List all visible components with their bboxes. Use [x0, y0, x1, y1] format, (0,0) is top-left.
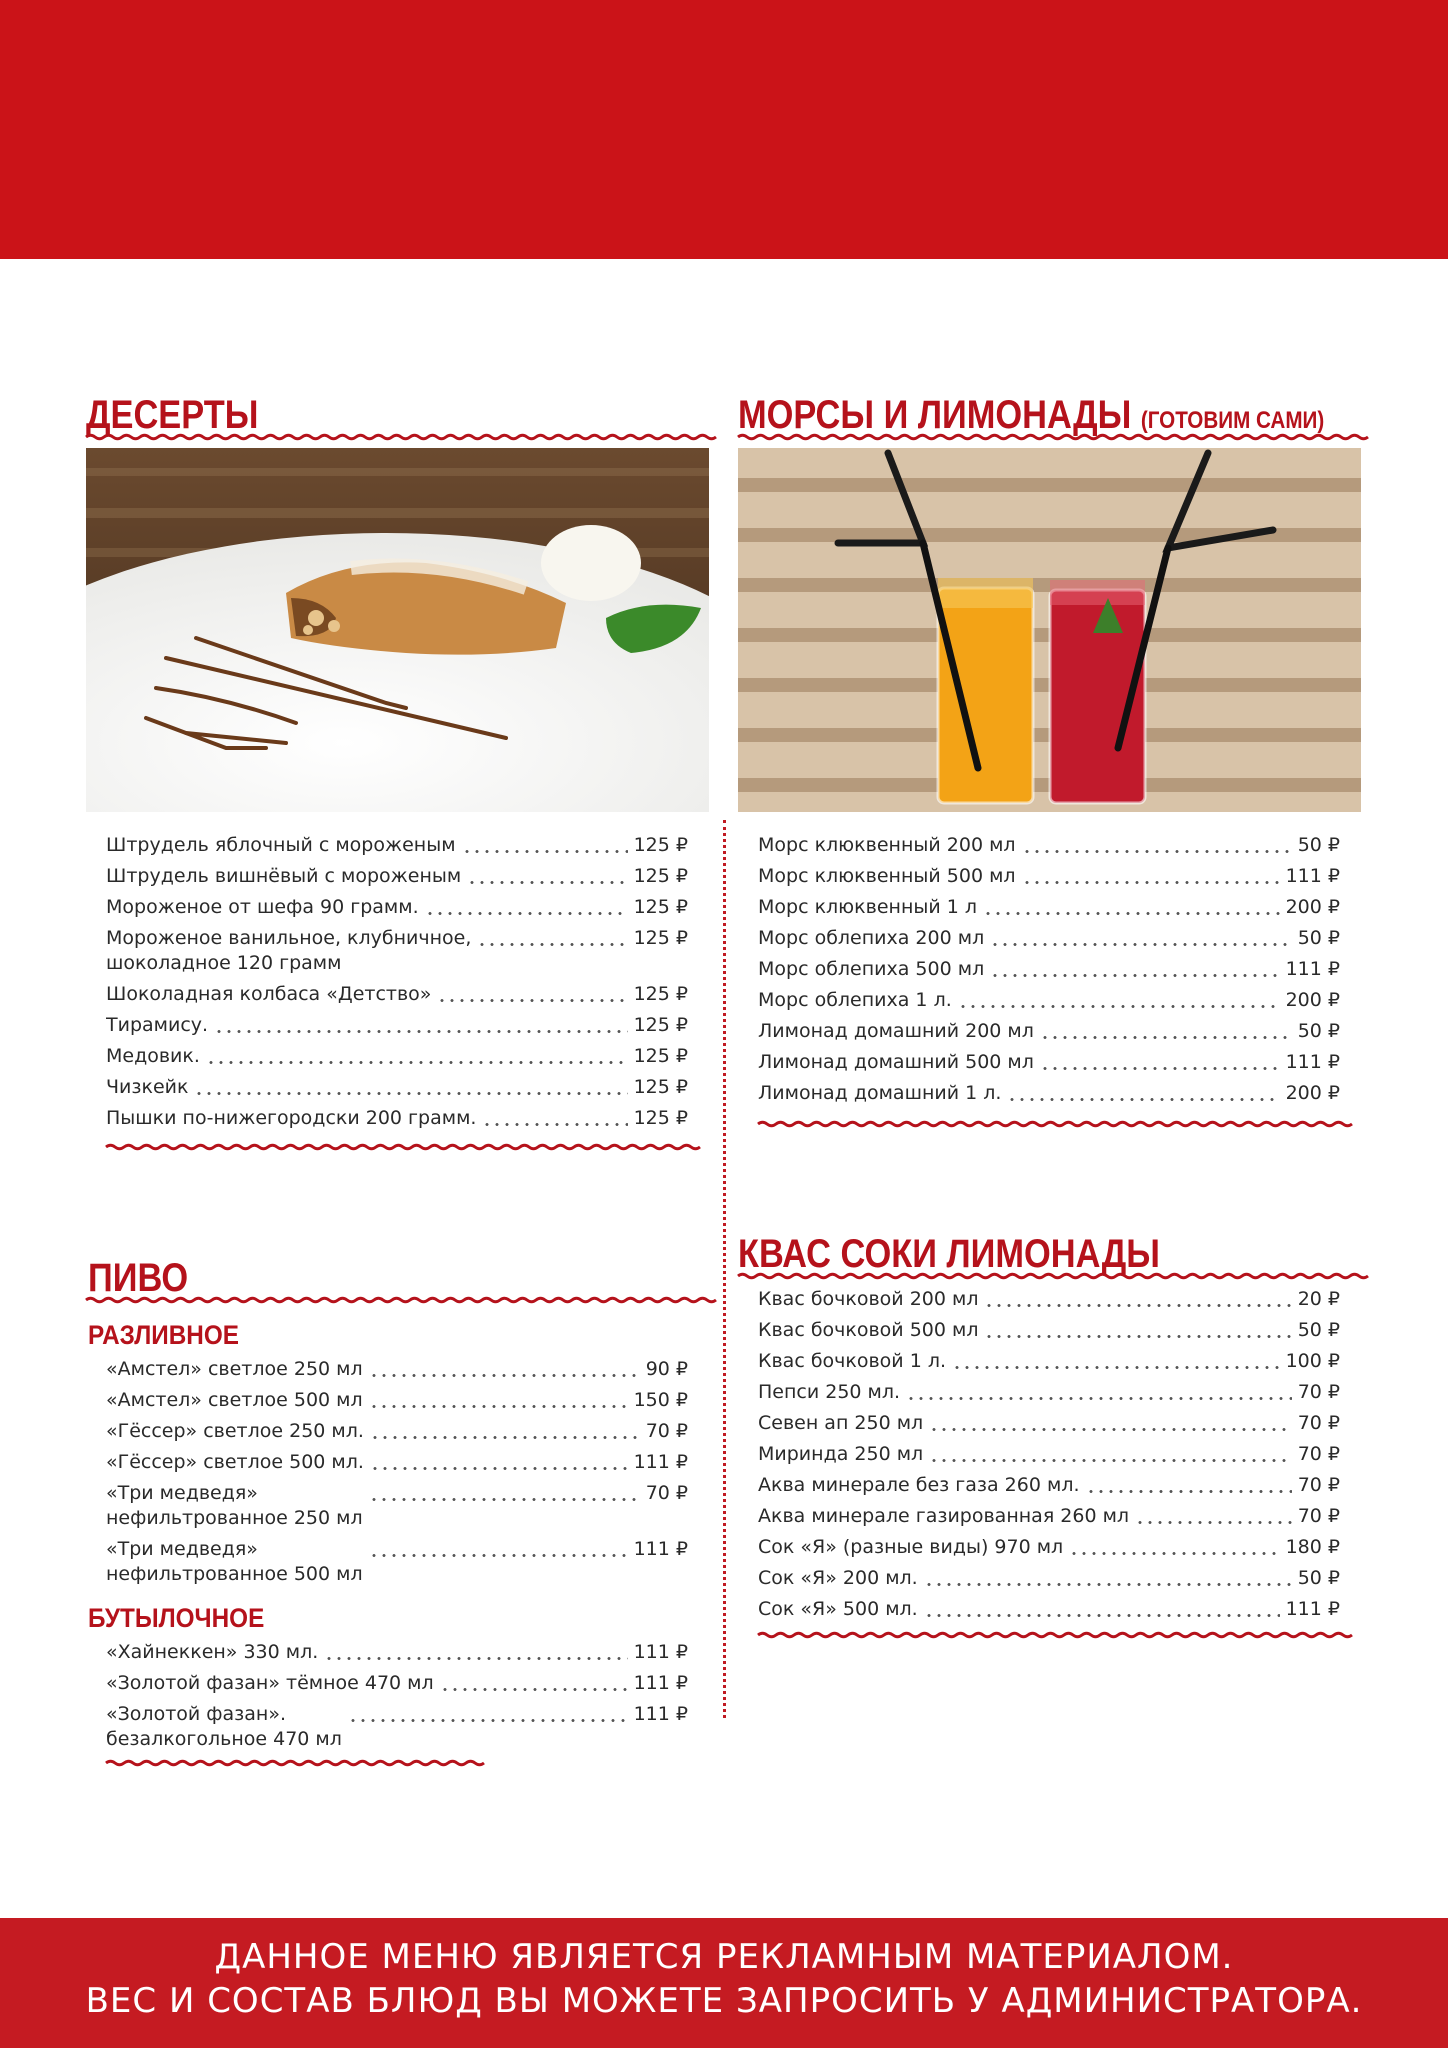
dot-leader	[1040, 1050, 1280, 1075]
dot-leader	[214, 1013, 628, 1038]
menu-item-price: 50 ₽	[1297, 1567, 1340, 1589]
beer-end-wave	[106, 1756, 471, 1770]
menu-item-price: 50 ₽	[1297, 834, 1340, 856]
menu-item	[106, 864, 688, 889]
menu-item-name: Квас бочковой 500 мл	[758, 1319, 979, 1341]
dot-leader	[370, 1419, 640, 1444]
menu-item	[106, 1419, 688, 1444]
dot-leader	[440, 1671, 628, 1696]
menu-item	[758, 1411, 1340, 1436]
menu-item-name: Сок «Я» (разные виды) 970 мл	[758, 1536, 1064, 1558]
menu-item-price: 50 ₽	[1297, 1020, 1340, 1042]
menu-item	[758, 1504, 1340, 1529]
dot-leader	[1007, 1081, 1279, 1106]
dot-leader	[477, 926, 627, 951]
menu-item	[758, 1380, 1340, 1405]
menu-item-price: 70 ₽	[1297, 1505, 1340, 1527]
menu-item-price: 50 ₽	[1297, 1319, 1340, 1341]
menu-item-name: Морс клюквенный 1 л	[758, 896, 978, 918]
dot-leader	[467, 864, 627, 889]
menu-item-price: 70 ₽	[645, 1420, 688, 1442]
dot-leader	[482, 1106, 627, 1131]
menu-item-name: Аква минерале без газа 260 мл.	[758, 1474, 1080, 1496]
juice-glasses-photo	[738, 448, 1361, 812]
menu-item-name: «Гёссер» светлое 500 мл.	[106, 1451, 364, 1473]
dot-leader	[206, 1044, 628, 1069]
menu-item-name: Лимонад домашний 200 мл	[758, 1020, 1034, 1042]
menu-item-price: 111 ₽	[1285, 865, 1340, 887]
dot-leader	[194, 1075, 627, 1100]
menu-item-price: 90 ₽	[645, 1358, 688, 1380]
draft-beer-list	[106, 1357, 688, 1593]
menu-item	[106, 1106, 688, 1131]
menu-item-price: 111 ₽	[633, 1451, 688, 1473]
dot-leader	[369, 1481, 640, 1506]
menu-item	[106, 1044, 688, 1069]
menu-item-price: 125 ₽	[633, 983, 688, 1005]
menu-item-price: 125 ₽	[633, 1014, 688, 1036]
menu-item-name: Севен ап 250 мл	[758, 1412, 924, 1434]
footer-disclaimer	[0, 1918, 1448, 2048]
menu-item-name: «Золотой фазан» тёмное 470 мл	[106, 1672, 434, 1694]
beer-title-wave	[86, 1293, 709, 1307]
menu-item-name: Лимонад домашний 500 мл	[758, 1051, 1034, 1073]
dot-leader	[370, 1450, 628, 1475]
dot-leader	[348, 1702, 628, 1727]
dot-leader	[1069, 1535, 1279, 1560]
menu-item	[758, 1081, 1340, 1106]
dot-leader	[929, 1442, 1292, 1467]
desserts-end-wave	[106, 1140, 688, 1154]
desserts-title: ДЕСЕРТЫ	[86, 393, 259, 437]
dot-leader	[369, 1357, 640, 1382]
menu-item-price: 180 ₽	[1285, 1536, 1340, 1558]
menu-item-name: «Гёссер» светлое 250 мл.	[106, 1420, 364, 1442]
menu-item	[106, 833, 688, 858]
kvas-list	[758, 1287, 1340, 1628]
menu-item-price: 100 ₽	[1285, 1350, 1340, 1372]
menu-item-price: 125 ₽	[633, 927, 688, 949]
menu-item	[758, 1473, 1340, 1498]
menu-item-price: 200 ₽	[1285, 896, 1340, 918]
menu-item-name: Морс клюквенный 500 мл	[758, 865, 1016, 887]
menu-item	[106, 1481, 688, 1531]
menu-item-name: Морс облепиха 1 л.	[758, 989, 952, 1011]
menu-item-name: Морс клюквенный 200 мл	[758, 834, 1016, 856]
menu-item-name: Сок «Я» 500 мл.	[758, 1598, 918, 1620]
menu-item-price: 20 ₽	[1297, 1288, 1340, 1310]
menu-item-name: «Амстел» светлое 250 мл	[106, 1358, 363, 1380]
menu-item-name: Пепси 250 мл.	[758, 1381, 901, 1403]
mors-end-wave	[758, 1117, 1340, 1131]
menu-item	[106, 1640, 688, 1665]
menu-item	[758, 957, 1340, 982]
menu-item-price: 111 ₽	[1285, 1051, 1340, 1073]
menu-item	[758, 1442, 1340, 1467]
menu-item	[106, 1671, 688, 1696]
menu-item-name: «Амстел» светлое 500 мл	[106, 1389, 363, 1411]
menu-item-name: Пышки по-нижегородски 200 грамм.	[106, 1107, 477, 1129]
menu-item	[758, 1349, 1340, 1374]
dot-leader	[990, 957, 1279, 982]
menu-item	[758, 1050, 1340, 1075]
dot-leader	[369, 1388, 628, 1413]
dot-leader	[906, 1380, 1292, 1405]
menu-item	[758, 1318, 1340, 1343]
menu-item-name: «Три медведя» нефильтрованное 250 мл	[106, 1482, 363, 1529]
dot-leader	[369, 1537, 628, 1562]
desserts-title-wave	[86, 430, 709, 444]
menu-item-name: Штрудель яблочный с мороженым	[106, 834, 456, 856]
dot-leader	[1086, 1473, 1292, 1498]
menu-item-name: Морс облепиха 200 мл	[758, 927, 985, 949]
column-divider	[723, 820, 726, 1718]
menu-item	[758, 864, 1340, 889]
menu-item-name: Квас бочковой 1 л.	[758, 1350, 947, 1372]
menu-item-price: 200 ₽	[1285, 1082, 1340, 1104]
dot-leader	[983, 895, 1280, 920]
dot-leader	[958, 988, 1280, 1013]
menu-item	[758, 1535, 1340, 1560]
mors-title-suffix: (ГОТОВИМ САМИ)	[1140, 407, 1325, 434]
menu-item	[106, 1702, 688, 1752]
menu-item-name: Квас бочковой 200 мл	[758, 1288, 979, 1310]
dot-leader	[425, 895, 628, 920]
dot-leader	[1022, 833, 1292, 858]
beer-draft-title: РАЗЛИВНОЕ	[88, 1320, 239, 1350]
menu-item	[758, 833, 1340, 858]
menu-item	[106, 1388, 688, 1413]
menu-item	[106, 982, 688, 1007]
menu-item	[106, 926, 688, 976]
menu-item-price: 111 ₽	[633, 1672, 688, 1694]
menu-item-name: Шоколадная колбаса «Детство»	[106, 983, 432, 1005]
menu-item	[758, 895, 1340, 920]
menu-item-price: 70 ₽	[1297, 1443, 1340, 1465]
menu-item-price: 111 ₽	[1285, 958, 1340, 980]
menu-item-name: «Золотой фазан». безалкогольное 470 мл	[106, 1703, 342, 1750]
dot-leader	[924, 1566, 1292, 1591]
menu-item-price: 125 ₽	[633, 1045, 688, 1067]
menu-item-name: «Хайнеккен» 330 мл.	[106, 1641, 319, 1663]
desserts-list	[106, 833, 688, 1137]
menu-item	[758, 1019, 1340, 1044]
menu-item	[106, 1450, 688, 1475]
kvas-title: КВАС СОКИ ЛИМОНАДЫ	[738, 1232, 1160, 1276]
mors-list	[758, 833, 1340, 1112]
footer-line-2: ВЕС И СОСТАВ БЛЮД ВЫ МОЖЕТЕ ЗАПРОСИТЬ У АДМИНИСТРАТОРА.	[85, 1981, 1363, 2021]
dot-leader	[924, 1597, 1280, 1622]
menu-item	[758, 1597, 1340, 1622]
menu-item-price: 111 ₽	[1285, 1598, 1340, 1620]
menu-item	[758, 1566, 1340, 1591]
menu-item-price: 125 ₽	[633, 1076, 688, 1098]
beer-title: ПИВО	[88, 1256, 189, 1300]
menu-item-name: Миринда 250 мл	[758, 1443, 924, 1465]
kvas-title-wave	[738, 1269, 1361, 1283]
menu-item	[758, 988, 1340, 1013]
menu-item-price: 50 ₽	[1297, 927, 1340, 949]
menu-item-name: Аква минерале газированная 260 мл	[758, 1505, 1130, 1527]
menu-item-price: 150 ₽	[633, 1389, 688, 1411]
menu-item	[106, 1537, 688, 1587]
menu-item-name: Штрудель вишнёвый с мороженым	[106, 865, 462, 887]
menu-item-name: Тирамису.	[106, 1014, 209, 1036]
menu-item-name: Лимонад домашний 1 л.	[758, 1082, 1002, 1104]
menu-item	[758, 1287, 1340, 1312]
menu-item-price: 111 ₽	[633, 1641, 688, 1663]
menu-item-name: «Три медведя» нефильтрованное 500 мл	[106, 1538, 363, 1585]
dot-leader	[1135, 1504, 1292, 1529]
menu-item-price: 200 ₽	[1285, 989, 1340, 1011]
menu-item	[758, 926, 1340, 951]
bottled-beer-list	[106, 1640, 688, 1758]
menu-item-price: 70 ₽	[1297, 1381, 1340, 1403]
dot-leader	[984, 1287, 1291, 1312]
dot-leader	[1022, 864, 1280, 889]
menu-item-price: 125 ₽	[633, 1107, 688, 1129]
dot-leader	[929, 1411, 1291, 1436]
dot-leader	[324, 1640, 627, 1665]
menu-item-price: 125 ₽	[633, 834, 688, 856]
menu-item	[106, 1013, 688, 1038]
dot-leader	[1040, 1019, 1292, 1044]
menu-item-name: Медовик.	[106, 1045, 200, 1067]
beer-bottled-title: БУТЫЛОЧНОЕ	[88, 1603, 265, 1633]
top-red-band	[0, 0, 1448, 259]
menu-item-price: 70 ₽	[1297, 1412, 1340, 1434]
menu-item	[106, 895, 688, 920]
menu-item-name: Мороженое от шефа 90 грамм.	[106, 896, 419, 918]
dot-leader	[952, 1349, 1280, 1374]
menu-item	[106, 1075, 688, 1100]
menu-item-price: 70 ₽	[645, 1482, 688, 1504]
dot-leader	[984, 1318, 1291, 1343]
menu-item-name: Чизкейк	[106, 1076, 189, 1098]
menu-item-price: 125 ₽	[633, 865, 688, 887]
footer-line-1: ДАННОЕ МЕНЮ ЯВЛЯЕТСЯ РЕКЛАМНЫМ МАТЕРИАЛОМ.	[214, 1937, 1234, 1977]
menu-item-price: 70 ₽	[1297, 1474, 1340, 1496]
strudel-plate-photo	[86, 448, 709, 812]
dot-leader	[462, 833, 628, 858]
menu-item-name: Морс облепиха 500 мл	[758, 958, 985, 980]
menu-item-name: Сок «Я» 200 мл.	[758, 1567, 918, 1589]
mors-title-main: МОРСЫ И ЛИМОНАДЫ	[738, 393, 1132, 437]
dot-leader	[437, 982, 627, 1007]
menu-item-price: 111 ₽	[633, 1703, 688, 1725]
kvas-end-wave	[758, 1628, 1340, 1642]
menu-item-price: 125 ₽	[633, 896, 688, 918]
mors-title-wave	[738, 430, 1361, 444]
menu-item	[106, 1357, 688, 1382]
dot-leader	[990, 926, 1291, 951]
menu-item-name: Мороженое ванильное, клубничное, шоколадное 120 грамм	[106, 927, 472, 974]
menu-item-price: 111 ₽	[633, 1538, 688, 1560]
